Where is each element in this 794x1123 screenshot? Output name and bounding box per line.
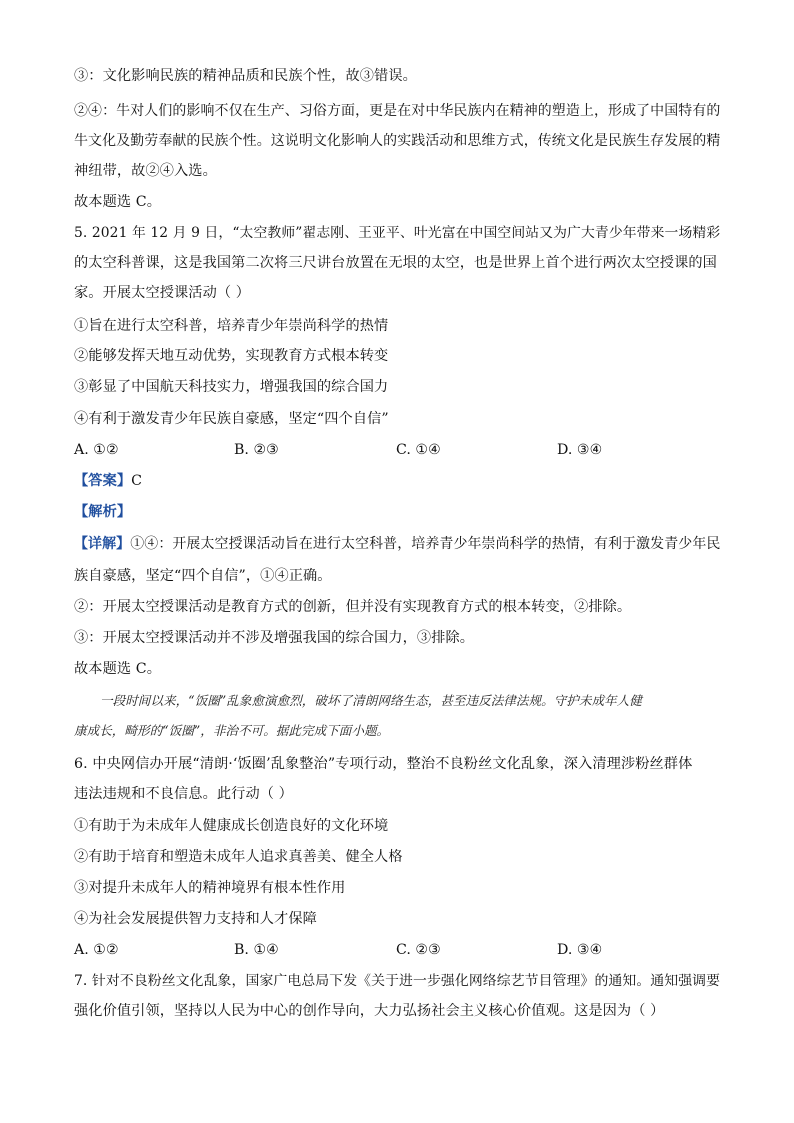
- q4-conclusion: 故本题选 C。: [74, 194, 162, 210]
- q5-item-4: ④有利于激发青少年民族自豪感，坚定“四个自信”: [74, 411, 389, 427]
- q5-conclusion: 故本题选 C。: [74, 661, 162, 677]
- q7-stem-line-1: 7. 针对不良粉丝文化乱象，国家广电总局下发《关于进一步强化网络综艺节目管理》的通知。通知强调要: [74, 973, 721, 989]
- analysis-tag: 【解析】: [74, 504, 132, 520]
- q6-stem-line-2: 违法违规和不良信息。此行动（ ）: [74, 786, 293, 802]
- answer-tag: 【答案】: [74, 473, 132, 489]
- q4-analysis-line-2: ②④：牛对人们的影响不仅在生产、习俗方面，更是在对中华民族内在精神的塑造上，形成了中国特有的: [74, 103, 721, 119]
- q4-analysis-line-4: 神纽带，故②④入选。: [74, 163, 217, 179]
- q5-detail-line-1: [74, 534, 720, 554]
- q6-option-d: D. ③④: [557, 942, 603, 958]
- q5-option-b: B. ②③: [234, 442, 279, 458]
- q6-item-4: ④为社会发展提供智力支持和人才保障: [74, 911, 317, 927]
- q5-item-3: ③彰显了中国航天科技实力，增强我国的综合国力: [74, 379, 389, 395]
- q5-item-1: ①旨在进行太空科普，培养青少年崇尚科学的热情: [74, 318, 389, 334]
- q6-item-2: ②有助于培育和塑造未成年人追求真善美、健全人格: [74, 849, 403, 865]
- answer-value: C: [131, 473, 143, 489]
- q6-item-1: ①有助于为未成年人健康成长创造良好的文化环境: [74, 818, 389, 834]
- q5-item-2: ②能够发挥天地互动优势，实现教育方式根本转变: [74, 348, 389, 364]
- detail-tag: 【详解】: [74, 536, 131, 552]
- q5-detail-line-2: 族自豪感，坚定“四个自信”，①④正确。: [74, 568, 332, 584]
- q5-stem-line-3: 家。开展太空授课活动（ ）: [74, 285, 251, 301]
- q6-stem-line-1: 6. 中央网信办开展“清朗·‘饭圈’乱象整治”专项行动，整治不良粉丝文化乱象，深入清理涉粉丝群体: [74, 756, 693, 772]
- q5-stem-line-1: 5. 2021 年 12 月 9 日，“太空教师”翟志刚、王亚平、叶光富在中国空间站又为广大青少年带来一场精彩: [74, 225, 721, 241]
- q6-item-3: ③对提升未成年人的精神境界有根本性作用: [74, 880, 346, 896]
- q5-option-c: C. ①④: [396, 442, 441, 458]
- q5-option-d: D. ③④: [557, 442, 603, 458]
- q6-option-a: A. ①②: [74, 942, 119, 958]
- q6-option-c: C. ②③: [396, 942, 441, 958]
- q7-stem-line-2: 强化价值引领，坚持以人民为中心的创作导向，大力弘扬社会主义核心价值观。这是因为（ ）: [74, 1003, 665, 1019]
- passage-line-1: 一段时间以来，“饭圈”乱象愈演愈烈，破坏了清朗网络生态，甚至违反法律法规。守护未成年人健: [100, 693, 642, 708]
- passage-line-2: 康成长，畸形的“饭圈”，非治不可。据此完成下面小题。: [74, 723, 390, 738]
- q4-analysis-line-1: ③：文化影响民族的精神品质和民族个性，故③错误。: [74, 68, 417, 84]
- q5-detail-line-3: ②：开展太空授课活动是教育方式的创新，但并没有实现教育方式的根本转变，②排除。: [74, 599, 632, 615]
- q5-detail-line-4: ③：开展太空授课活动并不涉及增强我国的综合国力，③排除。: [74, 630, 475, 646]
- q4-analysis-line-3: 牛文化及勤劳奉献的民族个性。这说明文化影响人的实践活动和思维方式，传统文化是民族生存发展的精: [74, 133, 721, 149]
- q5-stem-line-2: 的太空科普课，这是我国第二次将三尺讲台放置在无垠的太空，也是世界上首个进行两次太空授课的国: [74, 255, 717, 271]
- q6-option-b: B. ①④: [234, 942, 279, 958]
- q5-answer: [74, 471, 142, 491]
- q5-analysis-heading: [74, 502, 131, 522]
- detail-text: ①④：开展太空授课活动旨在进行太空科普，培养青少年崇尚科学的热情，有利于激发青少年民: [130, 536, 721, 552]
- q5-option-a: A. ①②: [74, 442, 119, 458]
